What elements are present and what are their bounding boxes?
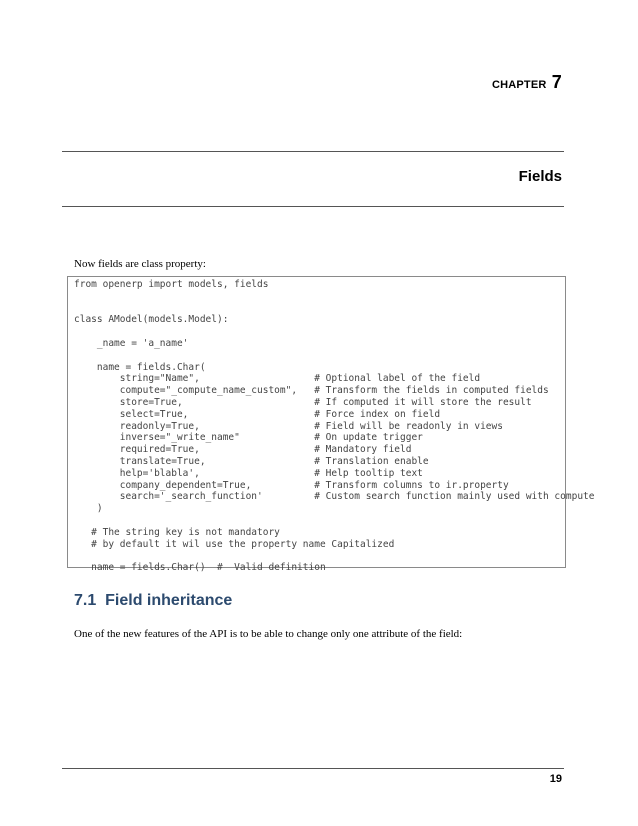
code-line: inverse="_write_name" # On update trigger	[74, 432, 423, 444]
intro-paragraph: Now fields are class property:	[74, 258, 206, 270]
section-heading	[74, 592, 232, 610]
code-line: name = fields.Char(	[74, 361, 206, 373]
code-line: string="Name", # Optional label of the field	[74, 373, 481, 385]
code-line: # by default it wil use the property name Capitalized	[74, 538, 395, 550]
code-line: _name = 'a_name'	[74, 337, 189, 349]
chapter-title: Fields	[518, 168, 562, 185]
code-line: name = fields.Char() # Valid definition	[74, 562, 326, 574]
body-paragraph: One of the new features of the API is to be able to change only one attribute of the field:	[74, 628, 463, 640]
code-line: # The string key is not mandatory	[74, 526, 280, 538]
code-line: search='_search_function' # Custom search function mainly used with compute	[74, 491, 595, 503]
code-block	[67, 276, 595, 574]
code-line: from openerp import models, fields	[74, 279, 269, 290]
code-content	[74, 279, 594, 574]
page-number: 19	[549, 773, 562, 785]
chapter-rule-top	[62, 151, 564, 152]
chapter-label	[492, 72, 562, 93]
chapter-number: 7	[551, 72, 562, 92]
code-line: store=True, # If computed it will store the result	[74, 396, 532, 408]
section-number: 7.1	[74, 592, 97, 609]
code-line: translate=True, # Translation enable	[74, 455, 429, 467]
code-line: select=True, # Force index on field	[74, 408, 441, 420]
code-line: readonly=True, # Field will be readonly in views	[74, 420, 503, 432]
code-line: compute="_compute_name_custom", # Transform the fields in computed fields	[74, 385, 549, 397]
chapter-rule-bottom	[62, 206, 564, 207]
code-line: )	[74, 503, 103, 515]
code-line: required=True, # Mandatory field	[74, 444, 412, 456]
section-title: Field inheritance	[105, 592, 233, 609]
chapter-label-text: CHAPTER	[491, 79, 547, 91]
footer-rule	[62, 768, 564, 769]
code-line: help='blabla', # Help tooltip text	[74, 467, 423, 479]
code-line: class AModel(models.Model):	[74, 314, 229, 326]
code-line: company_dependent=True, # Transform columns to ir.property	[74, 479, 509, 491]
